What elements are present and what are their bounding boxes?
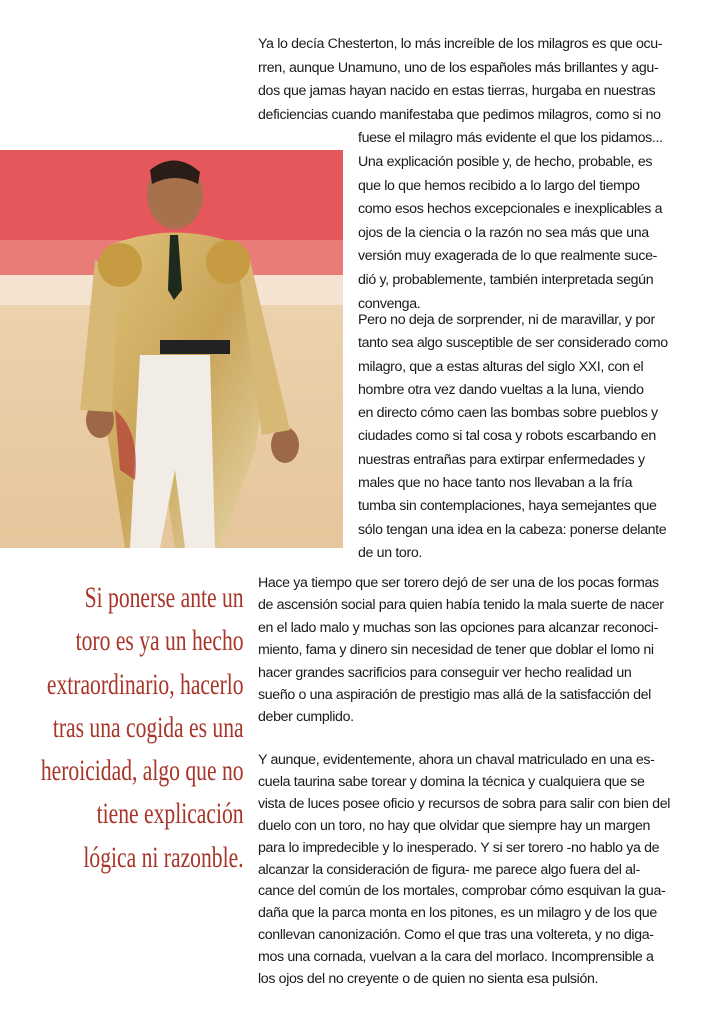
text-line: nuestras entrañas para extirpar enfermedades y [358,451,645,468]
text-line: los ojos del no creyente o de quien no sienta esa pulsión. [258,971,599,988]
text-line: sólo tengan una idea en la cabeza: ponerse delante [358,521,667,538]
text-line: fuese el milagro más evidente el que los pidamos... [358,130,663,147]
text-line: convenga. [358,295,421,312]
text-line: Y aunque, evidentemente, ahora un chaval matriculado en una es- [258,752,655,768]
text-line: alcanzar la consideración de figura- me parece algo fuera del al- [258,861,640,878]
text-line: Una explicación posible y, de hecho, probable, es [358,153,653,170]
text-line: hacer grandes sacrificios para conseguir ver hecho realidad un [258,664,632,681]
text-line: mos una cornada, vuelvan a la cara del morlaco. Incomprensible a [258,949,654,966]
text-line: sueño o una aspiración de prestigio mas allá de la satisfacción del [258,687,651,704]
text-line: para lo impredecible y lo inesperado. Y si ser torero -no hablo ya de [258,839,660,856]
pull-quote-line: Si ponerse ante un [85,581,244,614]
pull-quote-line: lógica ni razonble. [83,840,244,874]
text-line: deficiencias cuando manifestaba que pedimos milagros, como si no [258,106,661,123]
article-paragraph-3 [258,572,664,729]
pull-quote-line: heroicidad, algo que no [41,754,244,788]
text-line: conllevan canonización. Como el que tras una voltereta, y no diga- [258,927,654,944]
text-line: Pero no deja de sorprender, ni de maravillar, y por [358,312,655,328]
text-line: Hace ya tiempo que ser torero dejó de ser una de los pocas formas [258,575,659,591]
article-paragraph-4 [258,750,670,991]
text-line: hombre otra vez dando vueltas a la luna, viendo [358,381,644,398]
text-line: cuela taurina sabe torear y domina la técnica y cualquiera que se [258,773,645,790]
pull-quote-line: toro es ya un hecho [76,624,244,658]
text-line: males que no hace tanto nos llevaban a la fría [358,475,633,492]
text-line: como esos hechos excepcionales e inexplicables a [358,201,663,218]
text-line: que lo que hemos recibido a lo largo del tiempo [358,177,640,194]
text-line: en el lado malo y muchas son las opciones para alcanzar reconoci- [258,619,658,636]
text-line: daña que la parca monta en los pitones, es un milagro y de los que [258,905,657,922]
text-line: en directo cómo caen las bombas sobre pueblos y [358,405,658,422]
text-line: cance del común de los mortales, comprobar cómo esquivan la gua- [258,883,666,900]
bullfighter-photo [0,150,343,548]
text-line: duelo con un toro, no hay que olvidar que siempre hay un margen [258,817,651,834]
text-line: tanto sea algo susceptible de ser considerado como [358,335,668,352]
text-line: de un toro. [358,544,422,561]
text-line: tumba sin contemplaciones, haya semejantes que [358,498,657,515]
text-line: dos que jamas hayan nacido en estas tierras, hurgaba en nuestras [258,83,656,100]
text-line: deber cumplido. [258,709,354,726]
text-line: ojos de la ciencia o la razón no sea más que una [358,224,649,241]
text-line: ciudades como si tal cosa y robots escarbando en [358,428,656,445]
text-line: de ascensión social para quien había tenido la mala suerte de nacer [258,597,664,614]
text-line: milagro, que a estas alturas del siglo XXI, con el [358,358,644,375]
text-line: Ya lo decía Chesterton, lo más increíble de los milagros es que ocu- [258,36,663,52]
text-line: rren, aunque Unamuno, uno de los españoles más brillantes y agu- [258,59,659,76]
pull-quote-line: tras una cogida es una [53,710,244,744]
text-line: miento, fama y dinero sin necesidad de tener que doblar el lomo ni [258,642,654,659]
pull-quote-line: extraordinario, hacerlo [47,667,244,701]
text-line: dió y, probablemente, también interpretada según [358,271,654,288]
pull-quote [0,576,244,879]
text-line: versión muy exagerada de lo que realmente suce- [358,248,658,265]
pull-quote-line: tiene explicación [97,797,244,831]
text-line: vista de luces posee oficio y recursos de sobra para salir con bien del [258,795,671,812]
article-paragraph-2 [358,309,668,565]
